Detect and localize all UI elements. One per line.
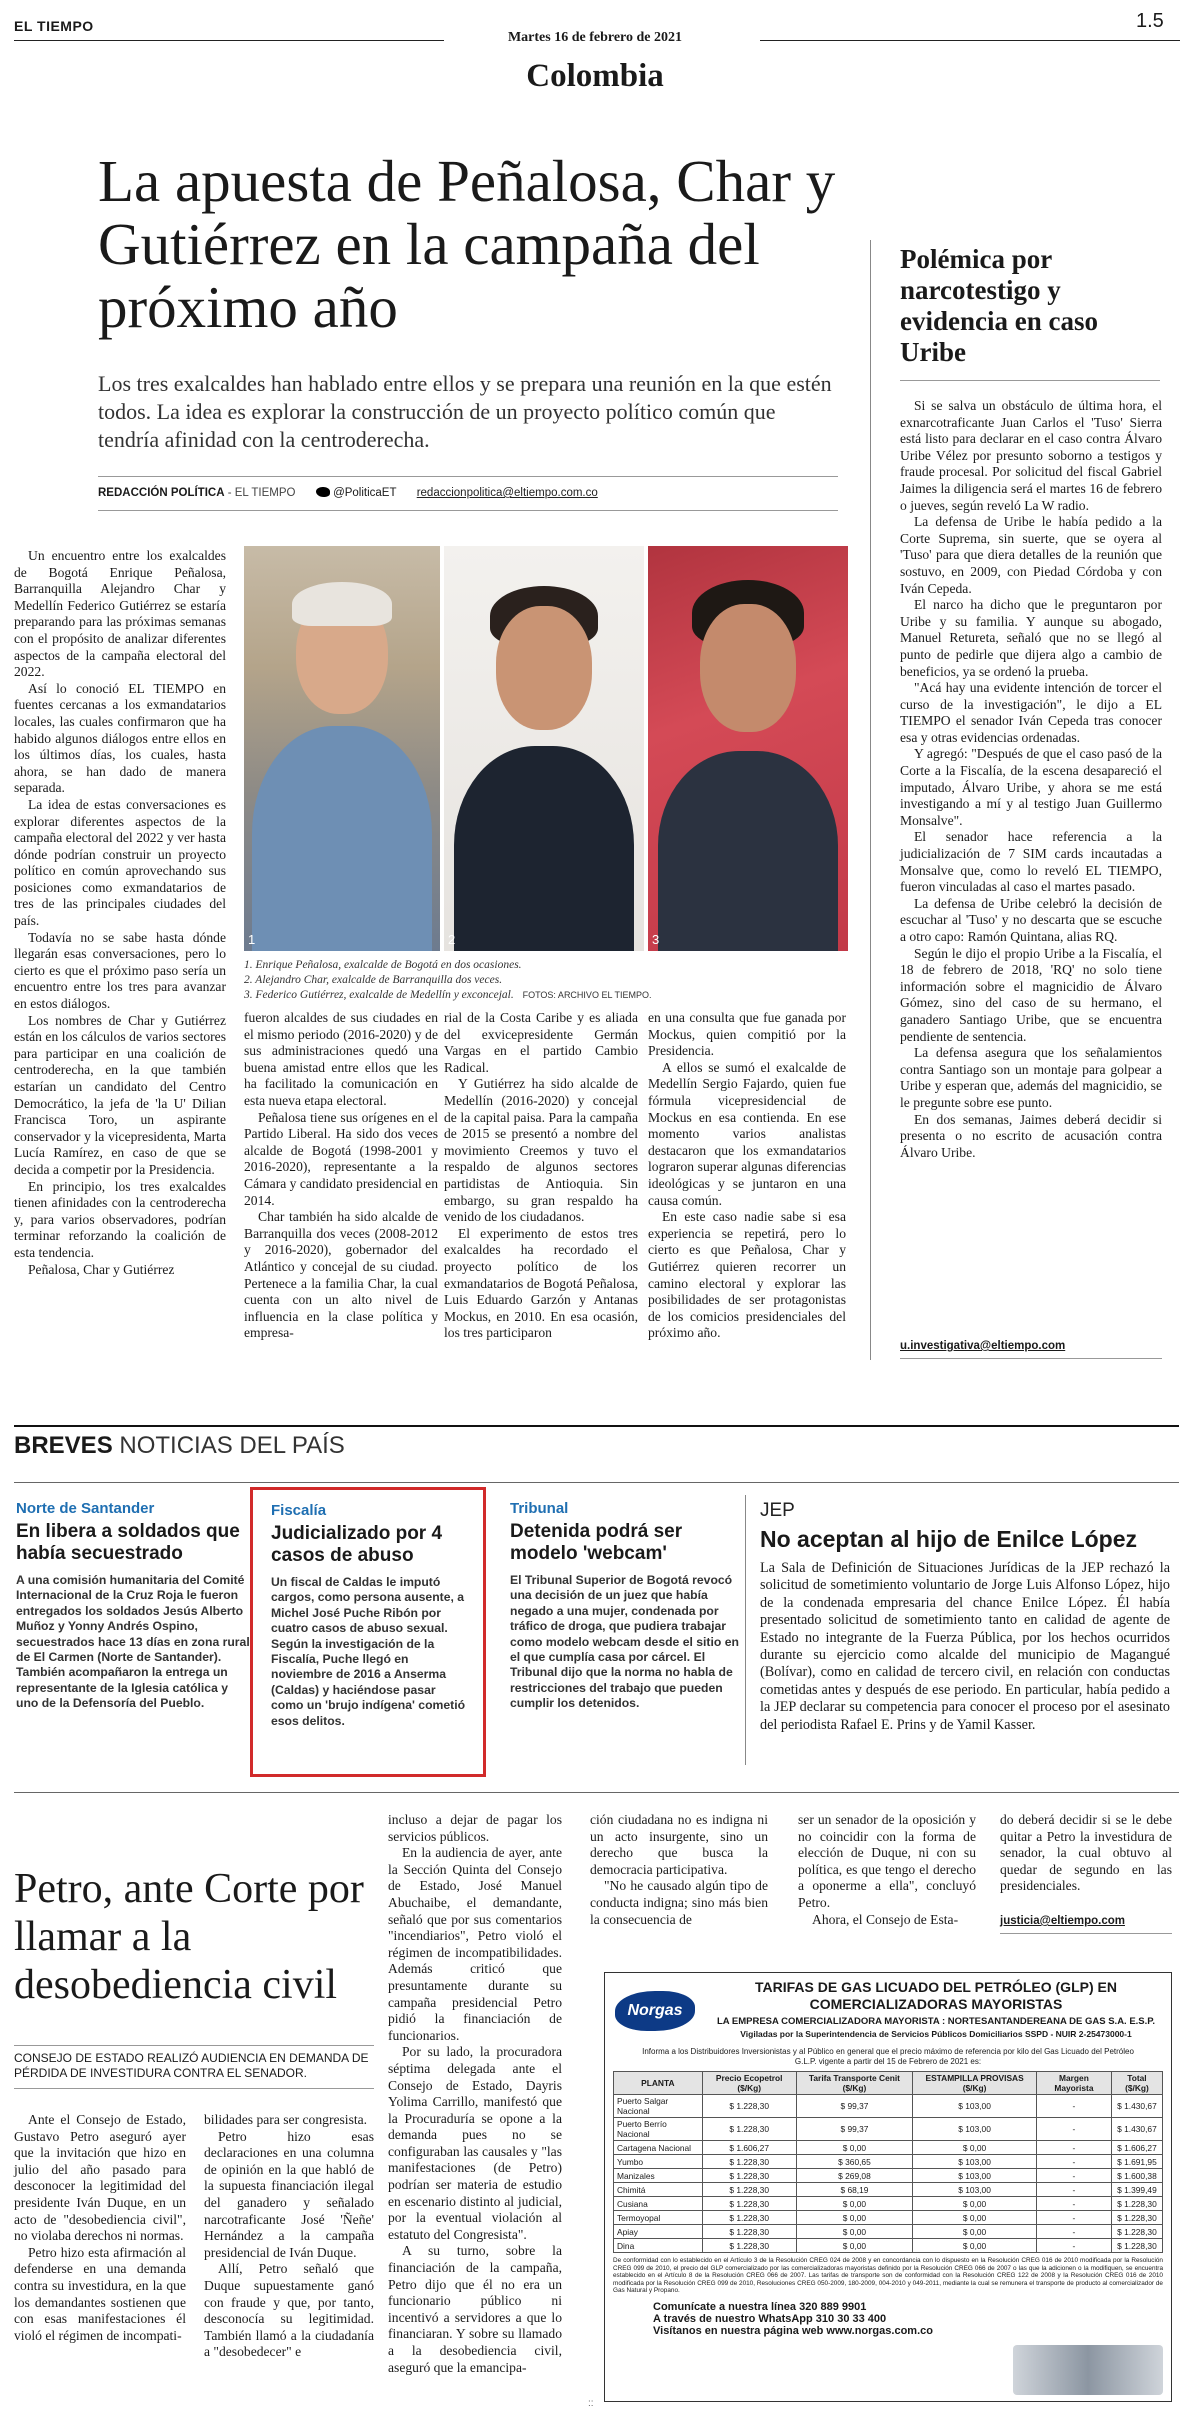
photo-char [444, 546, 644, 951]
table-row [614, 2141, 1163, 2155]
byline-rule-bottom [98, 510, 838, 511]
table-cell: - [1036, 2141, 1111, 2155]
brief-norte[interactable] [16, 1500, 250, 1712]
paragraph: incluso a dejar de pagar los servicios públicos. [388, 1812, 562, 1844]
table-cell: $ 99,37 [796, 2118, 912, 2141]
table-row [614, 2183, 1163, 2197]
table-cell: $ 0,00 [913, 2141, 1037, 2155]
table-cell: $ 0,00 [796, 2141, 912, 2155]
paragraph: Ante el Consejo de Estado, Gustavo Petro aseguró ayer que la invitación que hizo en julio del año pasado para desconocer la legitimidad del presidente Iván Duque, en un acto de "desobediencia civil", no violaba derechos ni normas. [14, 2112, 186, 2244]
paragraph: Y agregó: "Después de que el caso pasó de la Corte a la Fiscalía, de la escena desapareció el imputado, Álvaro Uribe, y ahora se me está investigando a mí y al testigo Juan Guillermo Monsalve". [900, 746, 1162, 828]
table-cell: $ 0,00 [796, 2239, 912, 2253]
sidebar-body [900, 398, 1162, 1161]
paragraph: La idea de estas conversaciones es explorar diferentes aspectos de la campaña electoral del 2022 y ver hasta dónde podrían construir un proyecto político en común aprovechando sus posiciones como exmandatarios de tres de las principales ciudades del país. [14, 796, 226, 929]
caption-2: 2. Alejandro Char, exalcalde de Barranquilla dos veces. [244, 974, 503, 986]
table-cell: Yumbo [614, 2155, 703, 2169]
paragraph: A su turno, sobre la financiación de la campaña, Petro dijo que él no era un funcionario público ni incentivó a servidores a que lo financiaran. Y sobre su llamado a la desobediencia civil, aseguró que la emancipa- [388, 2243, 562, 2375]
glp-table-body [614, 2095, 1163, 2253]
table-cell: $ 1.606,27 [1111, 2141, 1162, 2155]
norgas-logo [615, 1991, 695, 2031]
breves-title-bold: BREVES [14, 1432, 113, 1459]
table-cell: $ 0,00 [913, 2211, 1037, 2225]
table-cell: $ 1.228,30 [702, 2095, 796, 2118]
ad-fineprint: De conformidad con lo establecido en el Artículo 3 de la Resolución CREG 024 de 2008 y en concordancia con lo dispuesto en la Resolución CREG 016 de 2010 modificada por la Resolución CREG 099 de 2010, el precio del GLP comercializado por las comercializadoras mayoristas definido por la Resolución CREG 066 de 2007 o las que la adicionen o la modifiquen, se encuentra establecido en el Artículo 8 de la Resolución CREG 066 de 2007. Las tarifas de transporte son de conformidad con la Resolución CREG 122 de 2008 y la Resolución CREG 016 de 2010 modificada por la Resolución CREG 099 de 2010, Resoluciones CREG 050-2009, 180-2009, 004-2010 y 049-2011, mediante la cual se remunera el transporte de producto al comercializador de Gas Natural y Propano. [613, 2257, 1163, 2295]
table-cell: $ 1.600,38 [1111, 2169, 1162, 2183]
table-cell: $ 1.228,30 [702, 2225, 796, 2239]
main-headline: La apuesta de Peñalosa, Char y Gutiérrez en la campaña del próximo año [98, 148, 836, 340]
petro-kicker: CONSEJO DE ESTADO REALIZÓ AUDIENCIA EN DEMANDA DE PÉRDIDA DE INVESTIDURA CONTRA EL SENADOR. [14, 2051, 369, 2080]
col-header: Precio Ecopetrol ($/Kg) [702, 2072, 796, 2095]
table-cell: $ 0,00 [913, 2239, 1037, 2253]
petro-headline: Petro, ante Corte por llamar a la desobediencia civil [14, 1866, 364, 2008]
footer-mark: :: [588, 2398, 594, 2409]
main-column-1 [14, 548, 226, 1278]
paragraph: Así lo conoció EL TIEMPO en fuentes cercanas a los exmandatarios locales, las cuales confirmaron que ha habido algunos diálogos entre ellos en los últimos días, los cuales, hasta ahora, se han dado de manera separada. [14, 680, 226, 796]
table-cell: - [1036, 2183, 1111, 2197]
paragraph: En la audiencia de ayer, ante la Sección Quinta del Consejo de Estado, José Manuel Abuchaibe, el demandante, señaló que por sus comentarios "incendiarios", Petro violó el régimen de incompatibilidades. Además criticó que presuntamente durante su campaña presidencial Petro pidió la financiación de funcionarios. [388, 1845, 562, 2043]
paragraph: La defensa de Uribe celebró la decisión de escuchar al 'Tuso' y no descarta que se escuche a otro capo: Ramón Quintana, alias RQ. [900, 895, 1162, 944]
main-deck: Los tres exalcaldes han hablado entre ellos y se prepara una reunión en la que estén todos. La idea es explorar la construcción de un proyecto político común que tendría afinidad con la centroderecha. [98, 371, 832, 452]
brief-tag: Fiscalía [271, 1502, 327, 1519]
petro-kicker-rule [14, 2045, 374, 2046]
table-cell: $ 1.228,30 [1111, 2197, 1162, 2211]
masthead-date: Martes 16 de febrero de 2021 [507, 30, 683, 45]
brief-tag: JEP [760, 1500, 795, 1521]
paragraph: "Acá hay una evidente intención de torcer el curso de la investigación", le dijo a EL TIEMPO el senador Iván Cepeda tras conocer esa y otras evidencias ordenadas. [900, 680, 1162, 745]
table-cell: - [1036, 2225, 1111, 2239]
caption-3: 3. Federico Gutiérrez, exalcalde de Medellín y exconcejal. [244, 989, 514, 1001]
table-cell: $ 0,00 [796, 2197, 912, 2211]
byline [98, 487, 598, 499]
col-header: ESTAMPILLA PROVISAS ($/Kg) [913, 2072, 1037, 2095]
table-cell: - [1036, 2239, 1111, 2253]
paragraph: rial de la Costa Caribe y es aliada del exvicepresidente Germán Vargas en el partido Cambio Radical. [444, 1010, 638, 1075]
table-cell: Chimitá [614, 2183, 703, 2197]
brief-headline: En libera a soldados que había secuestrado [16, 1521, 240, 1564]
paragraph: Según le dijo el propio Uribe a la Fiscalía, el 18 de febrero de 2018, 'RQ' no solo tiene información sobre el magnicidio de Álvaro Gómez, sino del caso de su hermano, el ganadero Santiago Uribe, que se encuentra pendiente de sentencia. [900, 945, 1162, 1044]
brief-text: Un fiscal de Caldas le imputó cargos, como persona ausente, a Michel José Puche Ribón por cuatro casos de abuso sexual. Según la investigación de la Fiscalía, Puche llegó en noviembre de 2016 a Anserma (Caldas) y haciéndose pasar como un 'brujo indígena' cometió esos delitos. [271, 1575, 466, 1728]
portrait-head [700, 604, 796, 732]
masthead-paper: EL TIEMPO [14, 18, 94, 34]
photo-number: 1 [248, 932, 256, 947]
table-cell: Dina [614, 2239, 703, 2253]
col-header: Total ($/Kg) [1111, 2072, 1162, 2095]
petro-email-rule [1000, 1933, 1172, 1934]
brief-tribunal[interactable] [510, 1500, 740, 1712]
table-cell: $ 1.228,30 [702, 2197, 796, 2211]
petro-column-5 [798, 1812, 976, 1928]
table-cell: $ 0,00 [913, 2225, 1037, 2239]
breves-bottom-rule [14, 1792, 1179, 1793]
glp-ad [604, 1972, 1172, 2402]
paragraph: bilidades para ser congresista. [204, 2112, 368, 2127]
paragraph: "No he causado algún tipo de conducta indigna; sino más bien la consecuencia de [590, 1878, 768, 1927]
table-cell: $ 1.228,30 [702, 2183, 796, 2197]
table-row [614, 2118, 1163, 2141]
table-cell: Termoyopal [614, 2211, 703, 2225]
paragraph: Los nombres de Char y Gutiérrez están en los cálculos de varios sectores para participar en una coalición de centroderecha, en la que también estarían un candidato del Centro Democrático, la jefa de 'la U' Dilian Francisca Toro, un aspirante conservador y la vicepresidenta, Marta Lucía Ramírez, en caso de que se decida a competir por la Presidencia. [14, 1012, 226, 1177]
table-cell: $ 1.606,27 [702, 2141, 796, 2155]
table-cell: $ 1.399,49 [1111, 2183, 1162, 2197]
table-cell: $ 1.430,67 [1111, 2118, 1162, 2141]
table-cell: $ 68,19 [796, 2183, 912, 2197]
paragraph: Peñalosa, Char y Gutiérrez [28, 1261, 175, 1277]
photo-captions [244, 958, 848, 1003]
sidebar-rule [900, 380, 1160, 381]
table-cell: $ 1.228,30 [702, 2239, 796, 2253]
brief-jep[interactable] [760, 1500, 1170, 1734]
main-column-3 [444, 1010, 638, 1342]
ad-contacts [653, 2301, 1163, 2337]
table-cell: - [1036, 2118, 1111, 2141]
brief-fiscalia[interactable] [250, 1487, 486, 1777]
table-cell: $ 1.691,95 [1111, 2155, 1162, 2169]
col-header: Margen Mayorista [1036, 2072, 1111, 2095]
brief-text: El Tribunal Superior de Bogotá revocó una decisión de un juez que había negado a una mujer, condenada por tráfico de droga, que pudiera trabajar como modelo webcam desde el sitio en el que cumplía casa por cárcel. El Tribunal dijo que la norma no habla de restricciones del trabajo que pueden cumplir los detenidos. [510, 1573, 739, 1711]
breves-title [14, 1432, 345, 1460]
table-cell: - [1036, 2197, 1111, 2211]
table-cell: - [1036, 2169, 1111, 2183]
sidebar-email-rule [900, 1358, 1162, 1359]
portrait-body [658, 751, 838, 951]
byline-desk: REDACCIÓN POLÍTICA [98, 487, 225, 499]
paragraph: Y Gutiérrez ha sido alcalde de Medellín (2016-2020) y concejal de la capital paisa. Para la campaña de 2015 se presentó a nombre del movimiento Creemos y tuvo el respaldo de algunos sectores partidistas de Antioquia. Sin embargo, su gran respaldo ha venido de los ciudadanos. [444, 1076, 638, 1225]
table-cell: $ 103,00 [913, 2155, 1037, 2169]
table-row [614, 2211, 1163, 2225]
table-cell: Manizales [614, 2169, 703, 2183]
petro-column-2 [204, 2112, 374, 2361]
contact-line-web: Visítanos en nuestra página web www.norgas.com.co [653, 2324, 933, 2337]
petro-column-6 [1000, 1812, 1172, 1895]
paragraph: Char también ha sido alcalde de Barranquilla dos veces (2008-2012 y 2016-2020), gobernador del Atlántico y concejal de su ciudad. Pertenece a la familia Char, la cual cuenta con un alto nivel de influencia en la clase política y empresa- [244, 1209, 438, 1341]
photo-penalosa [244, 546, 440, 951]
main-column-2 [244, 1010, 438, 1342]
petro-kicker-rule-bottom [14, 2088, 374, 2089]
table-cell: Cartagena Nacional [614, 2141, 703, 2155]
col-header: Tarifa Transporte Cenit ($/Kg) [796, 2072, 912, 2095]
contact-line-whatsapp: A través de nuestro WhatsApp 310 30 33 400 [653, 2312, 887, 2325]
table-cell: $ 99,37 [796, 2095, 912, 2118]
table-cell: $ 0,00 [913, 2197, 1037, 2211]
petro-column-3 [388, 1812, 562, 2376]
paragraph: en una consulta que fue ganada por Mockus, quien compitió por la Presidencia. [648, 1010, 846, 1059]
petro-column-4 [590, 1812, 768, 1928]
masthead-rule-left [14, 40, 444, 41]
twitter-handle[interactable]: @PoliticaET [333, 487, 397, 499]
table-cell: $ 103,00 [913, 2095, 1037, 2118]
paragraph: El narco ha dicho que le preguntaron por Uribe y su familia. Y aunque su abogado, Manuel Retureta, señaló que no se llegó al punto de pedirle que dijera algo a cambio de beneficios, ya se ordenó la prueba. [900, 597, 1162, 679]
table-cell: $ 1.228,30 [702, 2169, 796, 2183]
col-header: PLANTA [614, 2072, 703, 2095]
table-cell: - [1036, 2095, 1111, 2118]
paragraph: ción ciudadana no es indigna ni un acto insurgente, sino un derecho que busca la democracia participativa. [590, 1812, 768, 1877]
brief-headline: Detenida podrá ser modelo 'webcam' [510, 1521, 683, 1564]
table-cell: - [1036, 2155, 1111, 2169]
logo-text: Norgas [627, 2002, 683, 2019]
paragraph: Un encuentro entre los exalcaldes de Bogotá Enrique Peñalosa, Barranquilla Alejandro Char y Medellín Federico Gutiérrez se estaría preparando para las próximas semanas con el propósito de analizar diferentes aspectos de la campaña electoral del 2022. [14, 548, 226, 680]
table-cell: $ 103,00 [913, 2183, 1037, 2197]
table-cell: $ 1.228,30 [702, 2211, 796, 2225]
paragraph: El experimento de estos tres exalcaldes ha recordado el proyecto político de los exmandatarios de Bogotá Peñalosa, Luis Eduardo Garzón y Antanas Mockus, en 2010. En esa ocasión, los tres participaron [444, 1225, 638, 1341]
breves-top-rule [14, 1425, 1179, 1427]
breves-title-rest: NOTICIAS DEL PAÍS [119, 1432, 345, 1459]
paragraph: Allí, Petro señaló que Duque supuestamente ganó con fraude y que, por tanto, desconocía su legitimidad. También llamó a la ciudadanía a "desobedecer" e [204, 2261, 374, 2360]
brief-text: A una comisión humanitaria del Comité Internacional de la Cruz Roja le fueron entregados los soldados Jesús Alberto Muñoz y Yonny Andrés Ospino, secuestrados hace 13 días en zona rural de El Carmen (Norte de Santander). También acompañaron la entrega un representante de la Iglesia católica y uno de la Defensoría del Pueblo. [16, 1573, 250, 1711]
table-cell: $ 0,00 [796, 2211, 912, 2225]
breves-divider [745, 1495, 746, 1765]
paragraph: fueron alcaldes de sus ciudades en el mismo periodo (2016-2020) y de sus administraciones quedó una buena amistad entre ellos que les ha facilitado la comunicación en esta nueva etapa electoral. [244, 1010, 438, 1108]
glp-table [613, 2071, 1163, 2253]
ad-vigilance: Vigiladas por la Superintendencia de Servicios Públicos Domiciliarios SSPD - NUIR 2-25473000-1 [740, 2029, 1132, 2039]
table-cell: $ 103,00 [913, 2169, 1037, 2183]
section-title: Colombia [526, 58, 664, 94]
table-cell: $ 1.228,30 [1111, 2211, 1162, 2225]
table-cell: $ 1.228,30 [702, 2118, 796, 2141]
sidebar-headline: Polémica por narcotestigo y evidencia en caso Uribe [900, 244, 1098, 367]
paragraph: A ellos se sumó el exalcalde de Medellín Sergio Fajardo, quien fue fórmula vicepresidencial de Mockus en esa contienda. En ese momento varios analistas destacaron que los exmandatarios lograron superar algunas diferencias ideológicas y se juntaron en una causa común. [648, 1059, 846, 1208]
ad-company: LA EMPRESA COMERCIALIZADORA MAYORISTA : NORTESANTANDEREANA DE GAS S.A. E.S.P. [716, 2016, 1156, 2027]
ad-title: TARIFAS DE GAS LICUADO DEL PETRÓLEO (GLP) EN COMERCIALIZADORAS MAYORISTAS [755, 1979, 1117, 2012]
portrait-hair [292, 582, 392, 626]
paragraph: ser un senador de la oposición y no coincidir con la forma de elección de Duque, ni con su política, es que tengo el derecho a oponerme a ella", concluyó Petro. [798, 1812, 976, 1910]
table-cell: $ 0,00 [796, 2225, 912, 2239]
paragraph: La defensa asegura que los señalamientos contra Santiago son un montaje para golpear a Uribe y esperan que, además del magnicidio, se le pregunte sobre ese punto. [900, 1045, 1162, 1110]
table-cell: Puerto Salgar Nacional [614, 2095, 703, 2118]
table-cell: $ 1.430,67 [1111, 2095, 1162, 2118]
contact-line-phone: Comunícate a nuestra línea 320 889 9901 [653, 2300, 867, 2313]
photo-number: 3 [652, 932, 660, 947]
paragraph: La defensa de Uribe le había pedido a la Corte Suprema, sin suerte, que se oyera al 'Tuso' para que diera detalles de la reunión que sostuvo, en 2009, con Piedad Córdoba y con Iván Cepeda. [900, 514, 1162, 596]
table-cell: Puerto Berrío Nacional [614, 2118, 703, 2141]
portrait-body [454, 746, 634, 951]
table-row [614, 2197, 1163, 2211]
table-row [614, 2239, 1163, 2253]
petro-email[interactable]: justicia@eltiempo.com [1000, 1915, 1125, 1927]
table-cell: Cusiana [614, 2197, 703, 2211]
paragraph: El senador hace referencia a la judicialización de 7 SIM cards incautadas a Monsalve que, como lo reveló EL TIEMPO, fueron vinculadas al caso el martes pasado. [900, 829, 1162, 895]
photo-credit: FOTOS: ARCHIVO EL TIEMPO. [522, 990, 652, 1000]
page-number: 1.5 [1136, 10, 1164, 32]
table-header-row [614, 2072, 1163, 2095]
brief-tag: Norte de Santander [16, 1500, 155, 1517]
table-cell: $ 1.228,30 [1111, 2225, 1162, 2239]
brief-text: La Sala de Definición de Situaciones Jurídicas de la JEP rechazó la solicitud de sometimiento voluntario de Jorge Luis Alfonso López, hijo de la condenada empresaria del chance Enilce López. Él había presentado solicitud de sometimiento tanto en calidad de agente de Estado no integrante de la Fuerza Pública, por los hechos ocurridos durante su ejercicio como alcalde del municipio de Magangué (Bolívar), como en calidad de tercero civil, en relación con conductas cometidas antes y después de ese periodo. En particular, había pedido a la JEP declarar su competencia para conocer el proceso por el asesinato del periodista Rafael E. Prins y de Yamil Kasser. [760, 1560, 1170, 1733]
portrait-head [496, 606, 592, 730]
byline-rule-top [98, 476, 838, 477]
paragraph: Petro hizo esas declaraciones en una columna de opinión en la que habló de la supuesta financiación ilegal del ganadero y señalado narcotraficante José 'Ñeñe' Hernández a la campaña presidencial de Iván Duque. [204, 2128, 374, 2260]
paragraph: Si se salva un obstáculo de última hora, el exnarcotraficante Juan Carlos el 'Tuso' Sierra está listo para declarar en el caso contra Álvaro Uribe Vélez por presunto soborno a testigos y fraude procesal. Por solicitud del fiscal Gabriel Jaimes la diligencia será el martes 16 de febrero o jueves, según reveló La W radio. [900, 398, 1162, 513]
photo-number: 2 [448, 932, 456, 947]
paragraph: Petro hizo esta afirmación al defenderse en una demanda contra su investidura, en la que los demandantes sostienen que con esas manifestaciones él violó el régimen de incompati- [14, 2244, 186, 2343]
portrait-body [252, 726, 432, 951]
paragraph: Ahora, el Consejo de Esta- [812, 1911, 959, 1927]
paragraph: En este caso nadie sabe si esa experiencia se repetirá, pero lo cierto es que Peñalosa, Char y Gutiérrez quieren recorrer un camino electoral y explorar las posibilidades de ser protagonistas de los comicios presidenciales del próximo año. [648, 1209, 846, 1341]
masthead-rule-right [760, 40, 1180, 41]
ad-intro: Informa a los Distribuidores Inversionistas y al Público en general que el precio máximo de referencia por kilo del Gas Licuado del Petróleo G.L.P. vigente a partir del 15 de Febrero de 2021 es: [642, 2047, 1134, 2066]
byline-paper: - EL TIEMPO [227, 487, 296, 499]
paragraph: En dos semanas, Jaimes deberá decidir si presenta o no escrito de acusación contra Álvaro Uribe. [900, 1111, 1162, 1160]
paragraph: Todavía no se sabe hasta dónde llegarán esas conversaciones, pero lo cierto es que el próximo paso sería un encuentro entre los tres para avanzar en estos diálogos. [14, 929, 226, 1012]
byline-email[interactable]: redaccionpolitica@eltiempo.com.co [416, 487, 598, 499]
sidebar-divider [870, 240, 871, 1360]
table-row [614, 2225, 1163, 2239]
paragraph: En principio, los tres exalcaldes tienen afinidades con la centroderecha y, para varios observadores, podrían terminar reforzando la coalición de esta tendencia. [14, 1178, 226, 1260]
table-row [614, 2155, 1163, 2169]
table-cell: Apiay [614, 2225, 703, 2239]
sidebar-email[interactable]: u.investigativa@eltiempo.com [900, 1340, 1066, 1352]
table-cell: $ 1.228,30 [1111, 2239, 1162, 2253]
paragraph: do deberá decidir si se le debe quitar a Petro la investidura de senador, la cual obtuvo al quedar de segundo en las presidenciales. [1000, 1812, 1172, 1894]
brief-headline: Judicializado por 4 casos de abuso [271, 1523, 443, 1566]
table-row [614, 2169, 1163, 2183]
table-cell: $ 103,00 [913, 2118, 1037, 2141]
twitter-icon [316, 487, 330, 497]
table-row [614, 2095, 1163, 2118]
table-cell: - [1036, 2211, 1111, 2225]
caption-1: 1. Enrique Peñalosa, exalcalde de Bogotá en dos ocasiones. [244, 959, 522, 971]
brief-tag: Tribunal [510, 1500, 569, 1517]
breves-sub-rule [14, 1482, 1179, 1483]
petro-column-1 [14, 2112, 186, 2344]
brief-headline: No aceptan al hijo de Enilce López [760, 1526, 1138, 1552]
photo-gutierrez [648, 546, 848, 951]
gas-cylinders-image [1013, 2345, 1163, 2395]
table-cell: $ 1.228,30 [702, 2155, 796, 2169]
paragraph: Peñalosa tiene sus orígenes en el Partido Liberal. Ha sido dos veces alcalde de Bogotá (1998-2001 y 2016-2020), representante a la Cámara y candidato presidencial en 2014. [244, 1109, 439, 1208]
paragraph: Por su lado, la procuradora séptima delegada ante el Consejo de Estado, Dayris Yolima Carrillo, manifestó que la Procuraduría se opone a la demanda pues no se configuraban las causales y "las manifestaciones (de Petro) podrían ser materia de estudio en escenario distinto al judicial, por la eventual violación al estatuto del Congresista". [388, 2044, 562, 2242]
table-cell: $ 360,65 [796, 2155, 912, 2169]
table-cell: $ 269,08 [796, 2169, 912, 2183]
main-column-4 [648, 1010, 846, 1342]
